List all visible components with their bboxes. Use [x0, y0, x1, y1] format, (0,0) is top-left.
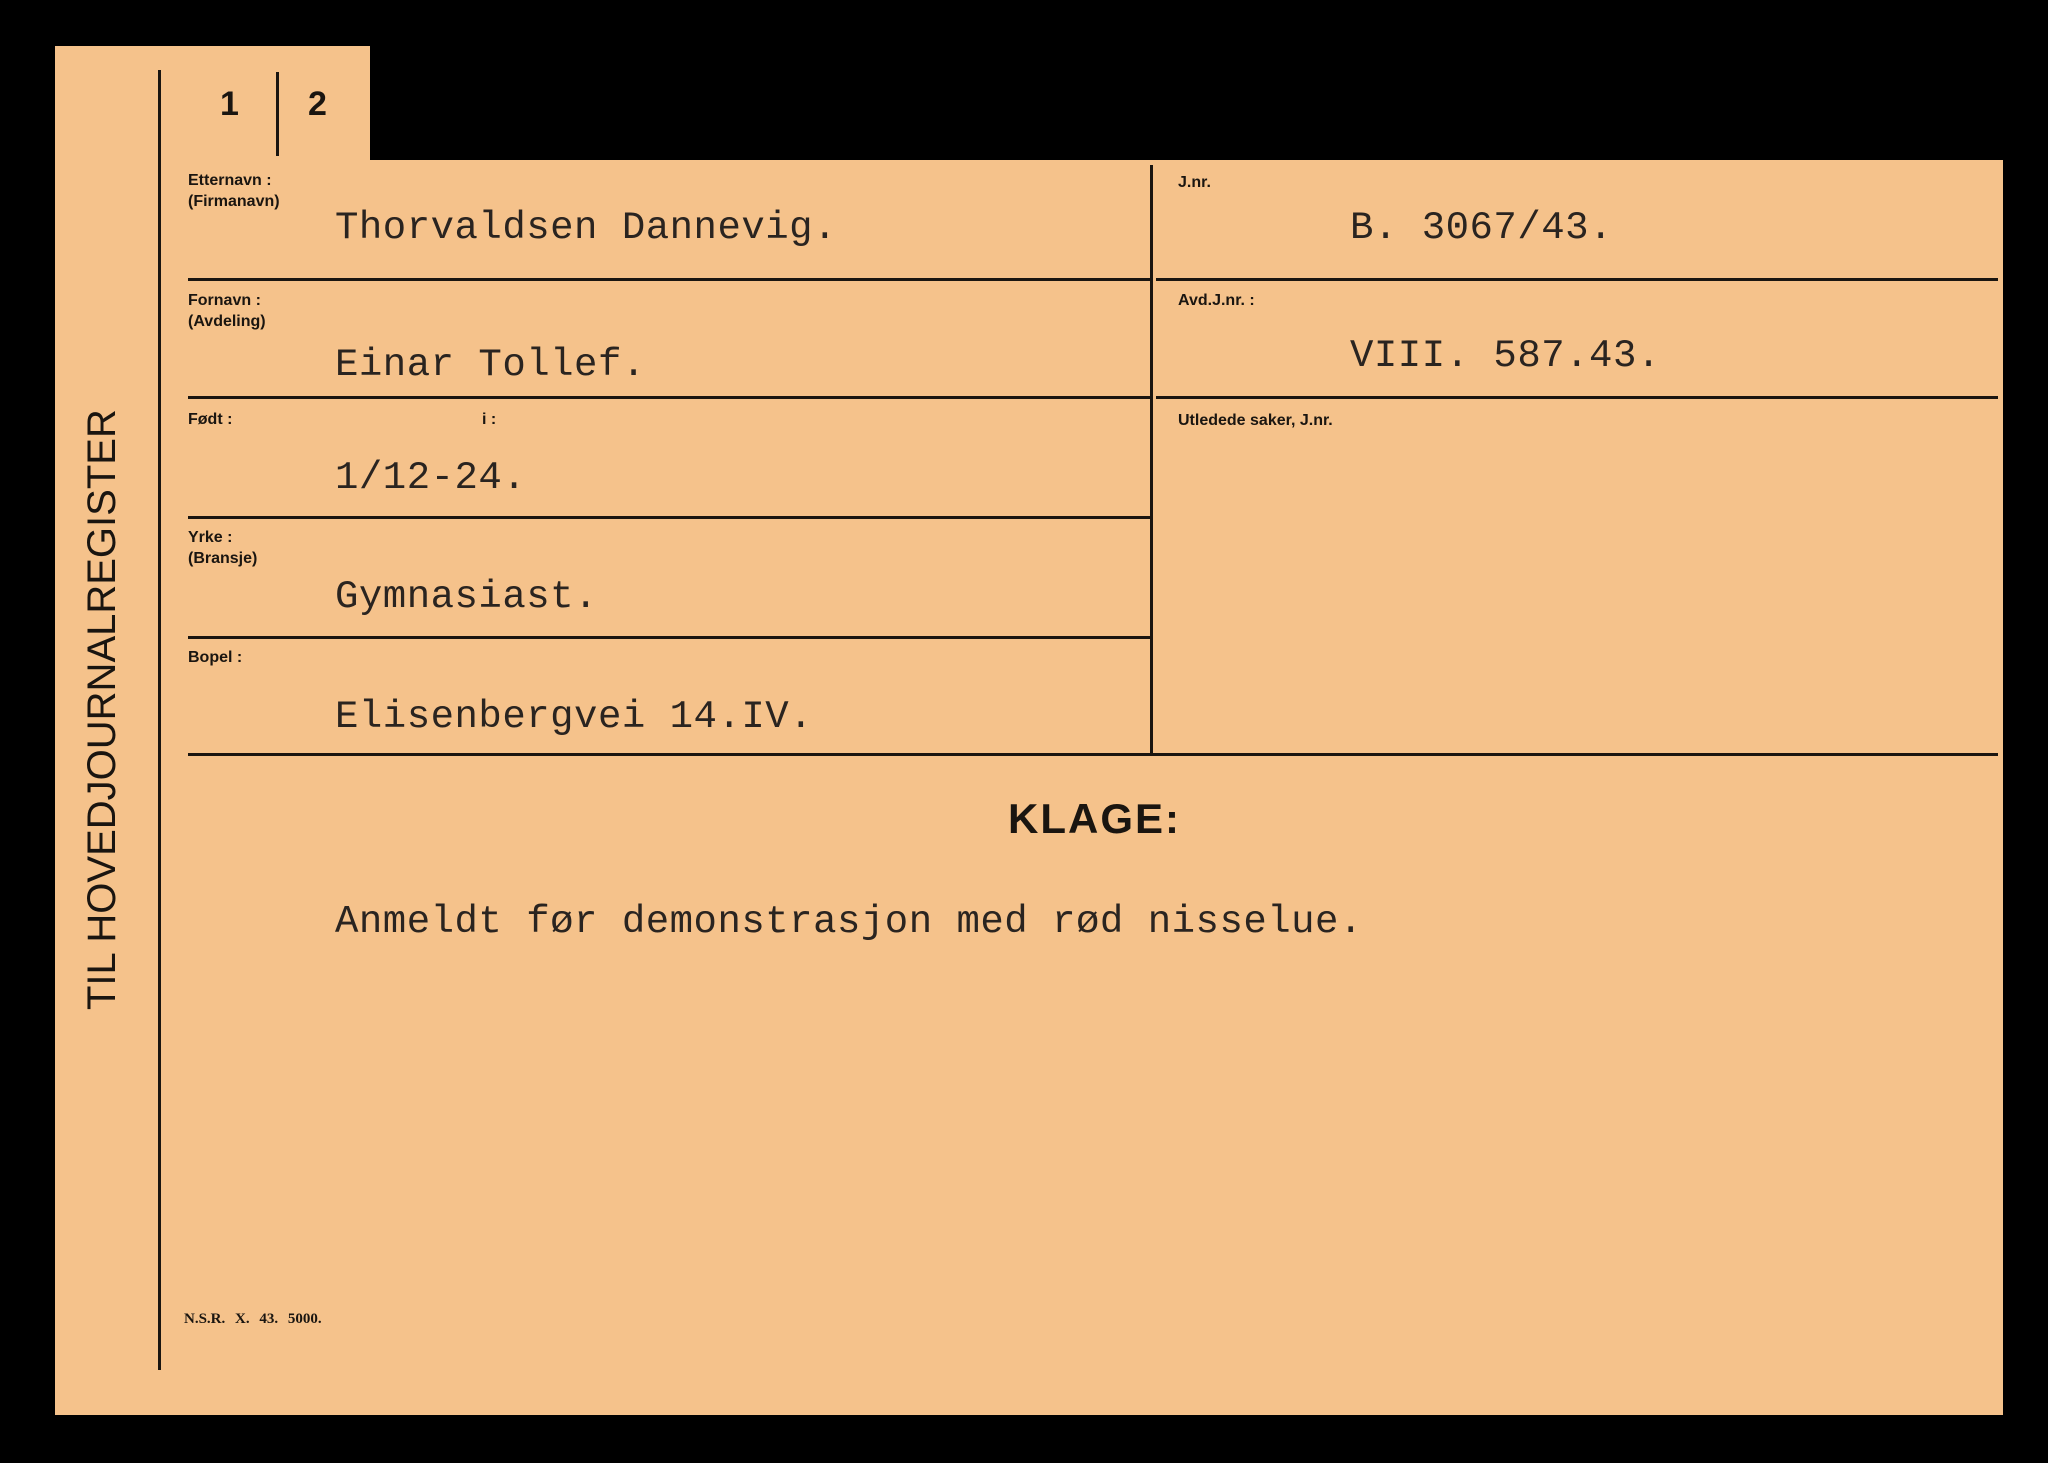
- avdjnr-value: VIII. 587.43.: [1350, 334, 1661, 378]
- jnr-label: J.nr.: [1178, 174, 1211, 191]
- bopel-value: Elisenbergvei 14.IV.: [335, 695, 814, 739]
- yrke-value: Gymnasiast.: [335, 575, 598, 619]
- rule-yrke: [188, 636, 1150, 639]
- fodt-label: Født :: [188, 411, 233, 428]
- fornavn-label: Fornavn : (Avdeling): [188, 292, 266, 330]
- margin-line: [158, 70, 161, 1370]
- rule-avdjnr: [1156, 396, 1998, 399]
- utledede-label: Utledede saker, J.nr.: [1178, 412, 1333, 429]
- side-title: TIL HOVEDJOURNALREGISTER: [80, 409, 124, 1010]
- klage-heading: KLAGE:: [1008, 795, 1181, 842]
- column-divider: [1150, 165, 1153, 753]
- etternavn-label: Etternavn : (Firmanavn): [188, 172, 280, 210]
- rule-bottom: [188, 753, 1998, 756]
- rule-fodt: [188, 516, 1150, 519]
- print-code: N.S.R. X. 43. 5000.: [184, 1311, 322, 1327]
- avdjnr-label: Avd.J.nr. :: [1178, 292, 1255, 309]
- bopel-label: Bopel :: [188, 649, 243, 666]
- klage-text: Anmeldt før demonstrasjon med rød nisselue.: [335, 900, 1363, 944]
- i-label: i :: [482, 411, 497, 428]
- yrke-label: Yrke : (Bransje): [188, 529, 258, 567]
- etternavn-value: Thorvaldsen Dannevig.: [335, 206, 837, 250]
- rule-fornavn: [188, 396, 1150, 399]
- tab-divider: [276, 72, 279, 156]
- rule-jnr: [1156, 278, 1998, 281]
- fodt-value: 1/12-24.: [335, 456, 527, 500]
- rule-etternavn: [188, 278, 1150, 281]
- tab-number-2: 2: [308, 85, 327, 123]
- tab-number-1: 1: [220, 85, 239, 123]
- jnr-value: B. 3067/43.: [1350, 206, 1613, 250]
- fornavn-value: Einar Tollef.: [335, 343, 646, 387]
